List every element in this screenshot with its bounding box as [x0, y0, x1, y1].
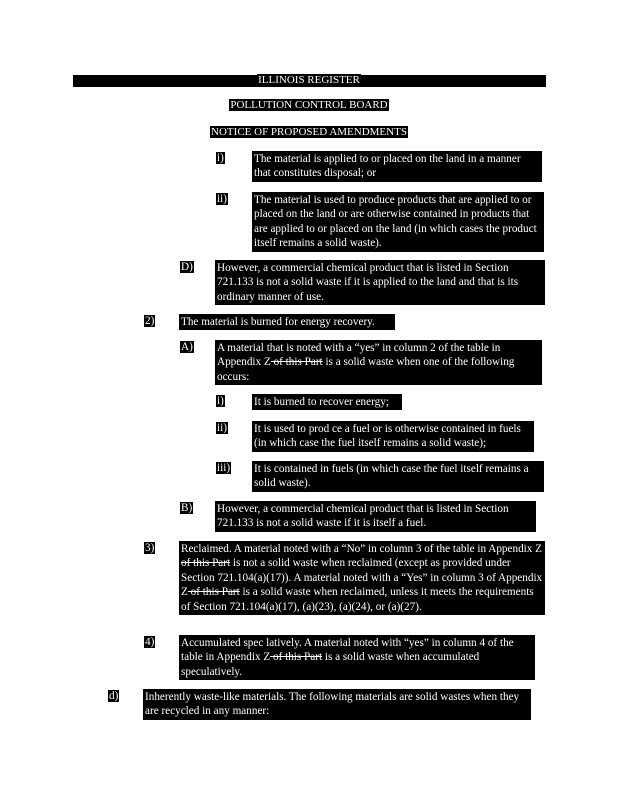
item-2-text: The material is burned for energy recovery. [179, 314, 395, 330]
item-3-text-c: is a solid waste when reclaimed, unless it meets the requirements of Section 721.104(a)(17), (a)(23), (a)(24), or (a)(27). [181, 586, 534, 613]
item-2-label: 2) [145, 315, 155, 327]
item-B-text: However, a commercial chemical product that is listed in Section 721.133 is not a solid waste if it is itself a fuel. [215, 501, 536, 532]
board-title [0, 99, 618, 111]
item-A-label: A) [181, 341, 193, 353]
item-A-strike: of this Part [270, 356, 323, 369]
item-D-text: However, a commercial chemical product that is listed in Section 721.133 is not a solid waste if it is applied to the land and that is its ordinary manner of use. [215, 260, 545, 305]
item-3-text-a: Reclaimed. A material noted with a “No” in column 3 of the table in Appendix Z [181, 543, 543, 555]
item-3-strike-a: of this Part [181, 557, 231, 570]
item-3-text-b: is not a solid waste when reclaimed (except as provided under Section 721.104(a)(17)). A material noted with a “Yes” in column 3 of Appendix Z [181, 557, 543, 599]
item-ii-text: The material is used to produce products that are applied to or placed on the land or are otherwise contained in products that are applied to or placed on the land (in which cases the product itself remains a solid waste). [252, 192, 544, 252]
item-A-ii-label: ii) [217, 422, 227, 434]
notice-title-text: NOTICE OF PROPOSED AMENDMENTS [211, 126, 407, 138]
item-A-text-a: A material that is noted with a “yes” in column 2 of the table in Appendix Z [217, 342, 501, 369]
register-title-text: ILLINOIS REGISTER [258, 74, 360, 86]
item-A-text-b: is a solid waste when one of the following occurs: [217, 356, 515, 383]
item-3-text [179, 541, 545, 615]
item-i-text: The material is applied to or placed on the land in a manner that constitutes disposal; or [252, 151, 542, 182]
item-i-label: i) [217, 152, 224, 164]
item-4-strike: of this Part [270, 651, 323, 664]
item-B-label: B) [181, 502, 193, 514]
item-A-iii-text: It is contained in fuels (in which case the fuel itself remains a solid waste). [252, 461, 544, 492]
item-d-text: Inherently waste-like materials. The following materials are solid wastes when they are recycled in any manner: [143, 689, 531, 720]
board-title-text: POLLUTION CONTROL BOARD [230, 99, 388, 111]
item-4-text [179, 635, 535, 680]
item-D-label: D) [181, 261, 193, 273]
item-d-label: d) [109, 690, 119, 702]
item-A-iii-label: iii) [217, 462, 231, 474]
item-A-ii-text: It is used to prod ce a fuel or is otherwise contained in fuels (in which case the fuel itself remains a solid waste); [252, 421, 534, 452]
item-A-i-text: It is burned to recover energy; [252, 394, 402, 410]
item-4-label: 4) [145, 636, 155, 648]
item-A-text [215, 340, 542, 385]
register-title [0, 74, 618, 86]
item-A-i-label: i) [217, 395, 224, 407]
item-3-strike-b: of this Part [187, 586, 240, 599]
item-3-label: 3) [145, 542, 155, 554]
notice-title [0, 126, 618, 138]
item-4-text-a: Accumulated spec latively. A material noted with “yes” in column 4 of the table in Appendix Z [181, 637, 514, 664]
item-4-text-b: is a solid waste when accumulated speculatively. [181, 651, 480, 678]
item-ii-label: ii) [217, 193, 227, 205]
